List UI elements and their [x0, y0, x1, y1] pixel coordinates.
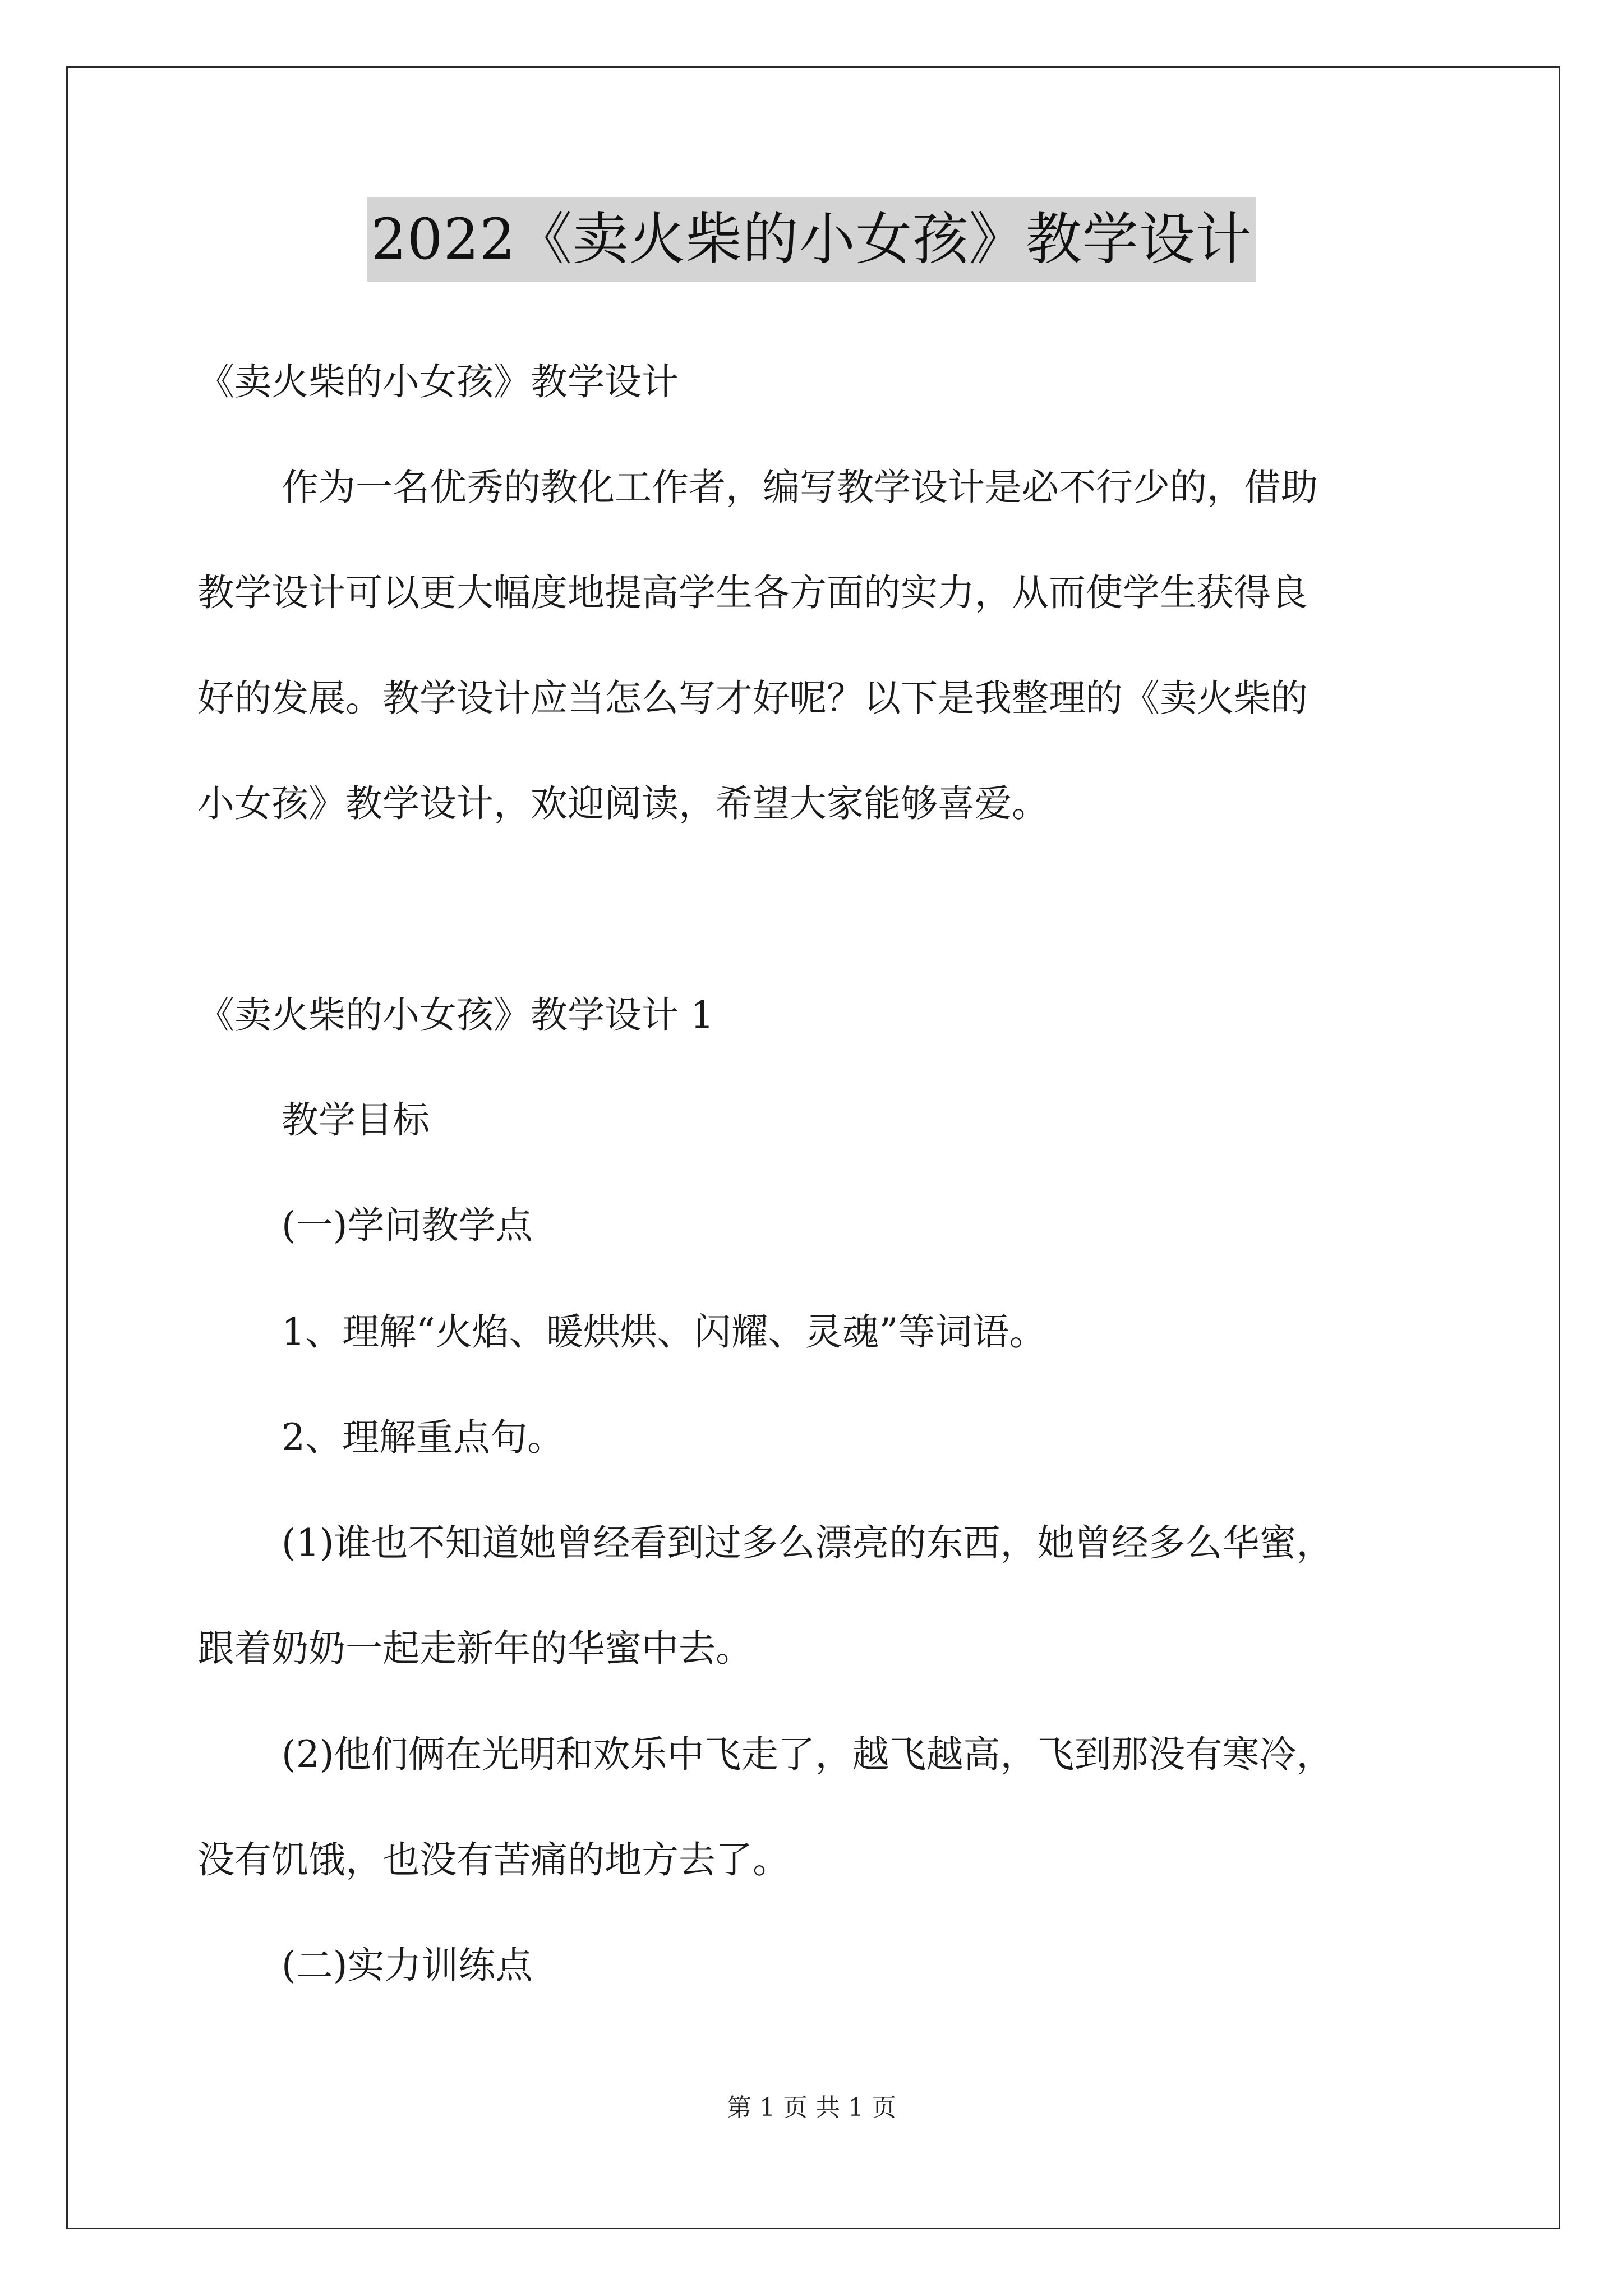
- page-footer: 第 1 页 共 1 页: [727, 2093, 896, 2122]
- sentence2-line-1: (2)他们俩在光明和欢乐中飞走了，越飞越高，飞到那没有寒冷，: [282, 1733, 1334, 1776]
- intro-line-3: 好的发展。教学设计应当怎么写才好呢？以下是我整理的《卖火柴的: [197, 677, 1308, 720]
- intro-line-1: 作为一名优秀的教化工作者，编写教学设计是必不行少的，借助: [282, 466, 1318, 509]
- goal-item-1: 1、理解“火焰、暖烘烘、闪耀、灵魂”等词语。: [282, 1310, 1046, 1354]
- knowledge-heading: (一)学问教学点: [282, 1204, 533, 1247]
- sentence2-line-2: 没有饥饿，也没有苦痛的地方去了。: [197, 1838, 790, 1881]
- goals-heading: 教学目标: [282, 1098, 430, 1142]
- section1-heading: 《卖火柴的小女孩》教学设计 1: [197, 993, 714, 1037]
- intro-line-4: 小女孩》教学设计，欢迎阅读，希望大家能够喜爱。: [197, 782, 1049, 825]
- sentence1-line-2: 跟着奶奶一起走新年的华蜜中去。: [197, 1627, 753, 1670]
- document-title: 2022《卖火柴的小女孩》教学设计: [367, 197, 1256, 282]
- sentence1-line-1: (1)谁也不知道她曾经看到过多么漂亮的东西，她曾经多么华蜜，: [282, 1521, 1334, 1565]
- title-container: [0, 197, 1623, 282]
- skills-heading: (二)实力训练点: [282, 1944, 533, 1987]
- intro-line-2: 教学设计可以更大幅度地提高学生各方面的实力，从而使学生获得良: [197, 571, 1308, 614]
- subtitle: 《卖火柴的小女孩》教学设计: [197, 360, 679, 403]
- goal-item-2: 2、理解重点句。: [282, 1416, 564, 1459]
